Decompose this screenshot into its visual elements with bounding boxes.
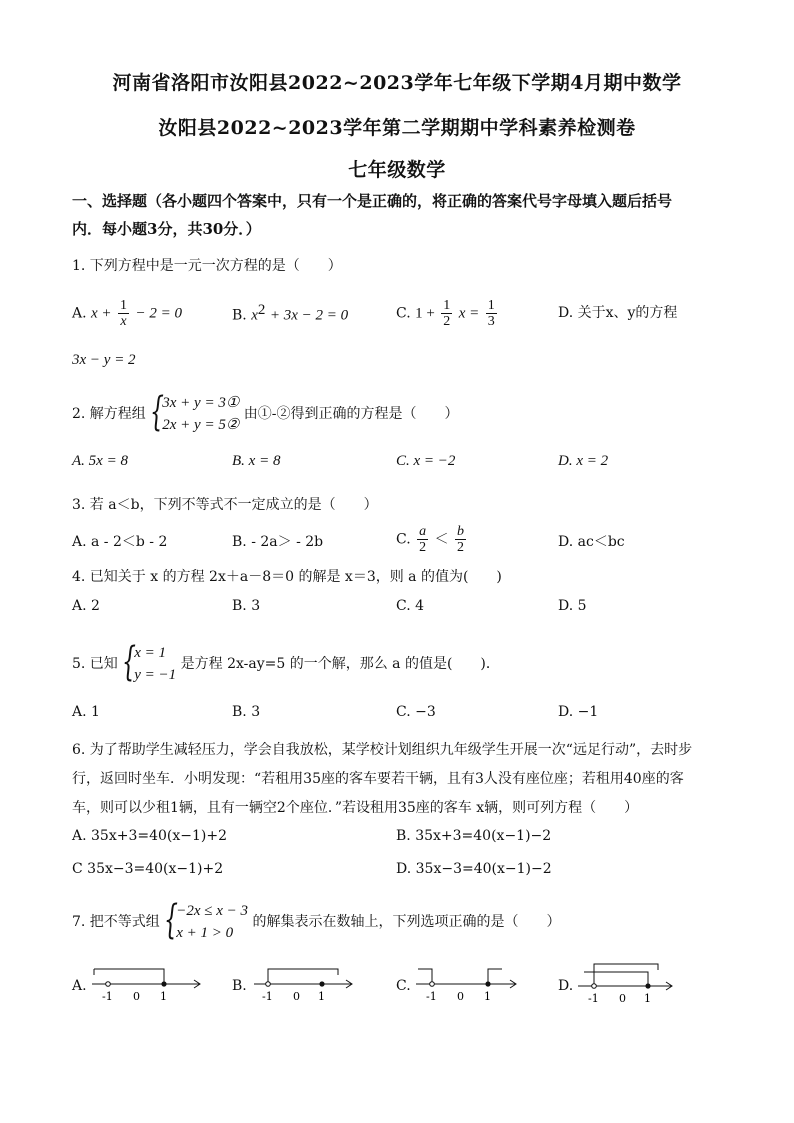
q1-b-exp: 2 — [257, 302, 266, 318]
q2-equation-system: { 3x + y = 3① 2x + y = 5② — [150, 389, 240, 435]
tick-neg1: -1 — [262, 990, 273, 1003]
q7-option-d-label: D. — [558, 978, 574, 994]
q1-a-label: A. — [72, 305, 87, 322]
q1-c-fraction2: $\frac{1}{3}$ — [487, 298, 495, 329]
q2-stem-pre: 2. 解方程组 — [72, 406, 146, 422]
point-neg1-open — [430, 982, 435, 987]
q2-option-b: B. x = 8 — [232, 453, 281, 469]
tick-0: 0 — [133, 990, 140, 1003]
q7-option-c-label: C. — [396, 978, 411, 994]
point-neg1-open — [106, 982, 111, 987]
q3-option-b: B. - 2a＞ - 2b — [232, 534, 324, 550]
tick-0: 0 — [619, 992, 626, 1005]
q1-b-label: B. — [232, 307, 247, 324]
point-1-solid — [161, 981, 166, 986]
q3-option-a: A. a - 2＜b - 2 — [72, 534, 168, 550]
q5-option-b: B. 3 — [232, 704, 261, 720]
q1-option-c — [396, 298, 499, 329]
q7-stem-pre: 7. 把不等式组 — [72, 914, 160, 930]
q2-stem — [72, 389, 459, 436]
tick-0: 0 — [457, 990, 464, 1003]
exam-title-line1: 河南省洛阳市汝阳县2022~2023学年七年级下学期4月期中数学 — [112, 72, 682, 94]
q7-option-c-numberline — [412, 962, 524, 1006]
tick-0: 0 — [293, 990, 300, 1003]
tick-1: 1 — [484, 990, 491, 1003]
q1-c-pre: 1 + — [415, 305, 435, 322]
q1-option-d: D. 关于x、y的方程 — [558, 305, 678, 321]
point-1-solid — [485, 981, 490, 986]
point-1-solid — [645, 983, 650, 988]
q5-stem-pre: 5. 已知 — [72, 656, 118, 672]
q4-option-d: D. 5 — [558, 598, 587, 614]
q2-eq1: 3x + y = 3① — [162, 395, 240, 411]
q2-stem-post: 由①-②得到正确的方程是（ ） — [243, 406, 459, 422]
q5-option-d: D. −1 — [558, 704, 599, 720]
q3-c-op: ＜ — [434, 531, 449, 548]
q7-option-a-numberline — [86, 962, 206, 1006]
q7-stem — [72, 897, 561, 944]
solution-bracket — [94, 969, 164, 984]
tick-neg1: -1 — [588, 992, 599, 1005]
q4-stem: 4. 已知关于 x 的方程 2x＋a－8＝0 的解是 x＝3，则 a 的值为( ) — [72, 569, 502, 585]
q3-c-label: C. — [396, 531, 411, 548]
q1-a-fraction: $\frac{1}{x}$ — [120, 298, 127, 329]
q5-solution-system: { x = 1 y = −1 — [122, 639, 177, 685]
q3-option-c — [396, 524, 468, 555]
section1-heading-line1: 一、选择题（各小题四个答案中，只有一个是正确的，将正确的答案代号字母填入题后括号 — [72, 192, 673, 210]
tick-neg1: -1 — [426, 990, 437, 1003]
q6-stem-line2: 行，返回时坐车．小明发现：“若租用35座的客车要若干辆，且有3人没有座位座；若租用40座的客 — [72, 771, 684, 787]
q7-option-d-numberline — [574, 960, 678, 1006]
q7-eq1: −2x ≤ x − 3 — [176, 903, 249, 919]
q2-option-d: D. x = 2 — [558, 453, 609, 469]
q1-stem: 1. 下列方程中是一元一次方程的是（ ） — [72, 258, 342, 274]
q5-option-c: C. −3 — [396, 704, 436, 720]
q1-c-label: C. — [396, 305, 411, 322]
tick-neg1: -1 — [102, 990, 113, 1003]
q1-c-fraction1: $\frac{1}{2}$ — [443, 298, 451, 329]
q5-stem — [72, 639, 500, 686]
q6-option-d: D. 35x−3=40(x−1)−2 — [396, 861, 552, 877]
q4-option-c: C. 4 — [396, 598, 425, 614]
tick-1: 1 — [160, 990, 167, 1003]
q2-eq2: 2x + y = 5② — [162, 417, 240, 433]
q7-option-a-label: A. — [72, 978, 87, 994]
q6-stem-line1: 6. 为了帮助学生减轻压力，学会自我放松，某学校计划组织九年级学生开展一次“远足行动”，去时步 — [72, 742, 693, 758]
q7-option-b-numberline — [250, 962, 360, 1006]
q6-option-a: A. 35x+3=40(x−1)+2 — [72, 828, 227, 844]
q1-c-mid: x = — [458, 305, 480, 322]
q4-option-a: A. 2 — [72, 598, 100, 614]
q7-inequality-system: { −2x ≤ x − 3 x + 1 > 0 — [164, 897, 249, 943]
right-ray — [488, 969, 502, 984]
q6-stem-line3: 车，则可以少租1辆，且有一辆空2个座位．”若设租用35座的客车 x辆，则可列方程（ ） — [72, 800, 639, 816]
point-1-solid — [319, 981, 324, 986]
q7-option-b-label: B. — [232, 978, 247, 994]
q7-stem-post: 的解集表示在数轴上，下列选项正确的是（ ） — [252, 914, 561, 930]
q1-option-b — [232, 302, 348, 325]
q3-stem: 3. 若 a＜b，下列不等式不一定成立的是（ ） — [72, 497, 378, 513]
q6-option-c: C 35x−3=40(x−1)+2 — [72, 861, 224, 877]
q1-a-post: − 2 = 0 — [135, 305, 182, 322]
q1-option-a — [72, 298, 182, 329]
q3-c-fraction2: $\frac{b}{2}$ — [457, 524, 465, 555]
q5-stem-post: 是方程 2x-ay=5 的一个解，那么 a 的值是( )． — [180, 656, 500, 672]
q1-b-x: x — [251, 307, 258, 324]
q1-b-post: + 3x − 2 = 0 — [269, 307, 349, 324]
solution-bracket — [268, 969, 338, 984]
exam-title-line3: 七年级数学 — [348, 159, 446, 181]
q3-option-d: D. ac＜bc — [558, 534, 625, 550]
exam-title-line2: 汝阳县2022~2023学年第二学期期中学科素养检测卷 — [158, 117, 636, 139]
q1-a-pre: x + — [91, 305, 112, 322]
tick-1: 1 — [318, 990, 325, 1003]
q7-eq2: x + 1 > 0 — [176, 925, 234, 941]
q5-eq2: y = −1 — [134, 667, 177, 683]
q2-option-a: A. 5x = 8 — [72, 453, 128, 469]
q4-option-b: B. 3 — [232, 598, 261, 614]
tick-1: 1 — [644, 992, 651, 1005]
q6-option-b: B. 35x+3=40(x−1)−2 — [396, 828, 552, 844]
point-neg1-open — [592, 984, 597, 989]
q5-option-a: A. 1 — [72, 704, 100, 720]
point-neg1-open — [266, 982, 271, 987]
q3-c-fraction1: $\frac{a}{2}$ — [419, 524, 427, 555]
q1-option-d-continued: 3x − y = 2 — [72, 352, 136, 368]
q2-option-c: C. x = −2 — [396, 453, 456, 469]
section1-heading-line2: 内．每小题3分，共30分．） — [72, 220, 261, 238]
q5-eq1: x = 1 — [134, 645, 167, 661]
left-ray — [418, 969, 432, 984]
section1-heading — [72, 187, 732, 243]
